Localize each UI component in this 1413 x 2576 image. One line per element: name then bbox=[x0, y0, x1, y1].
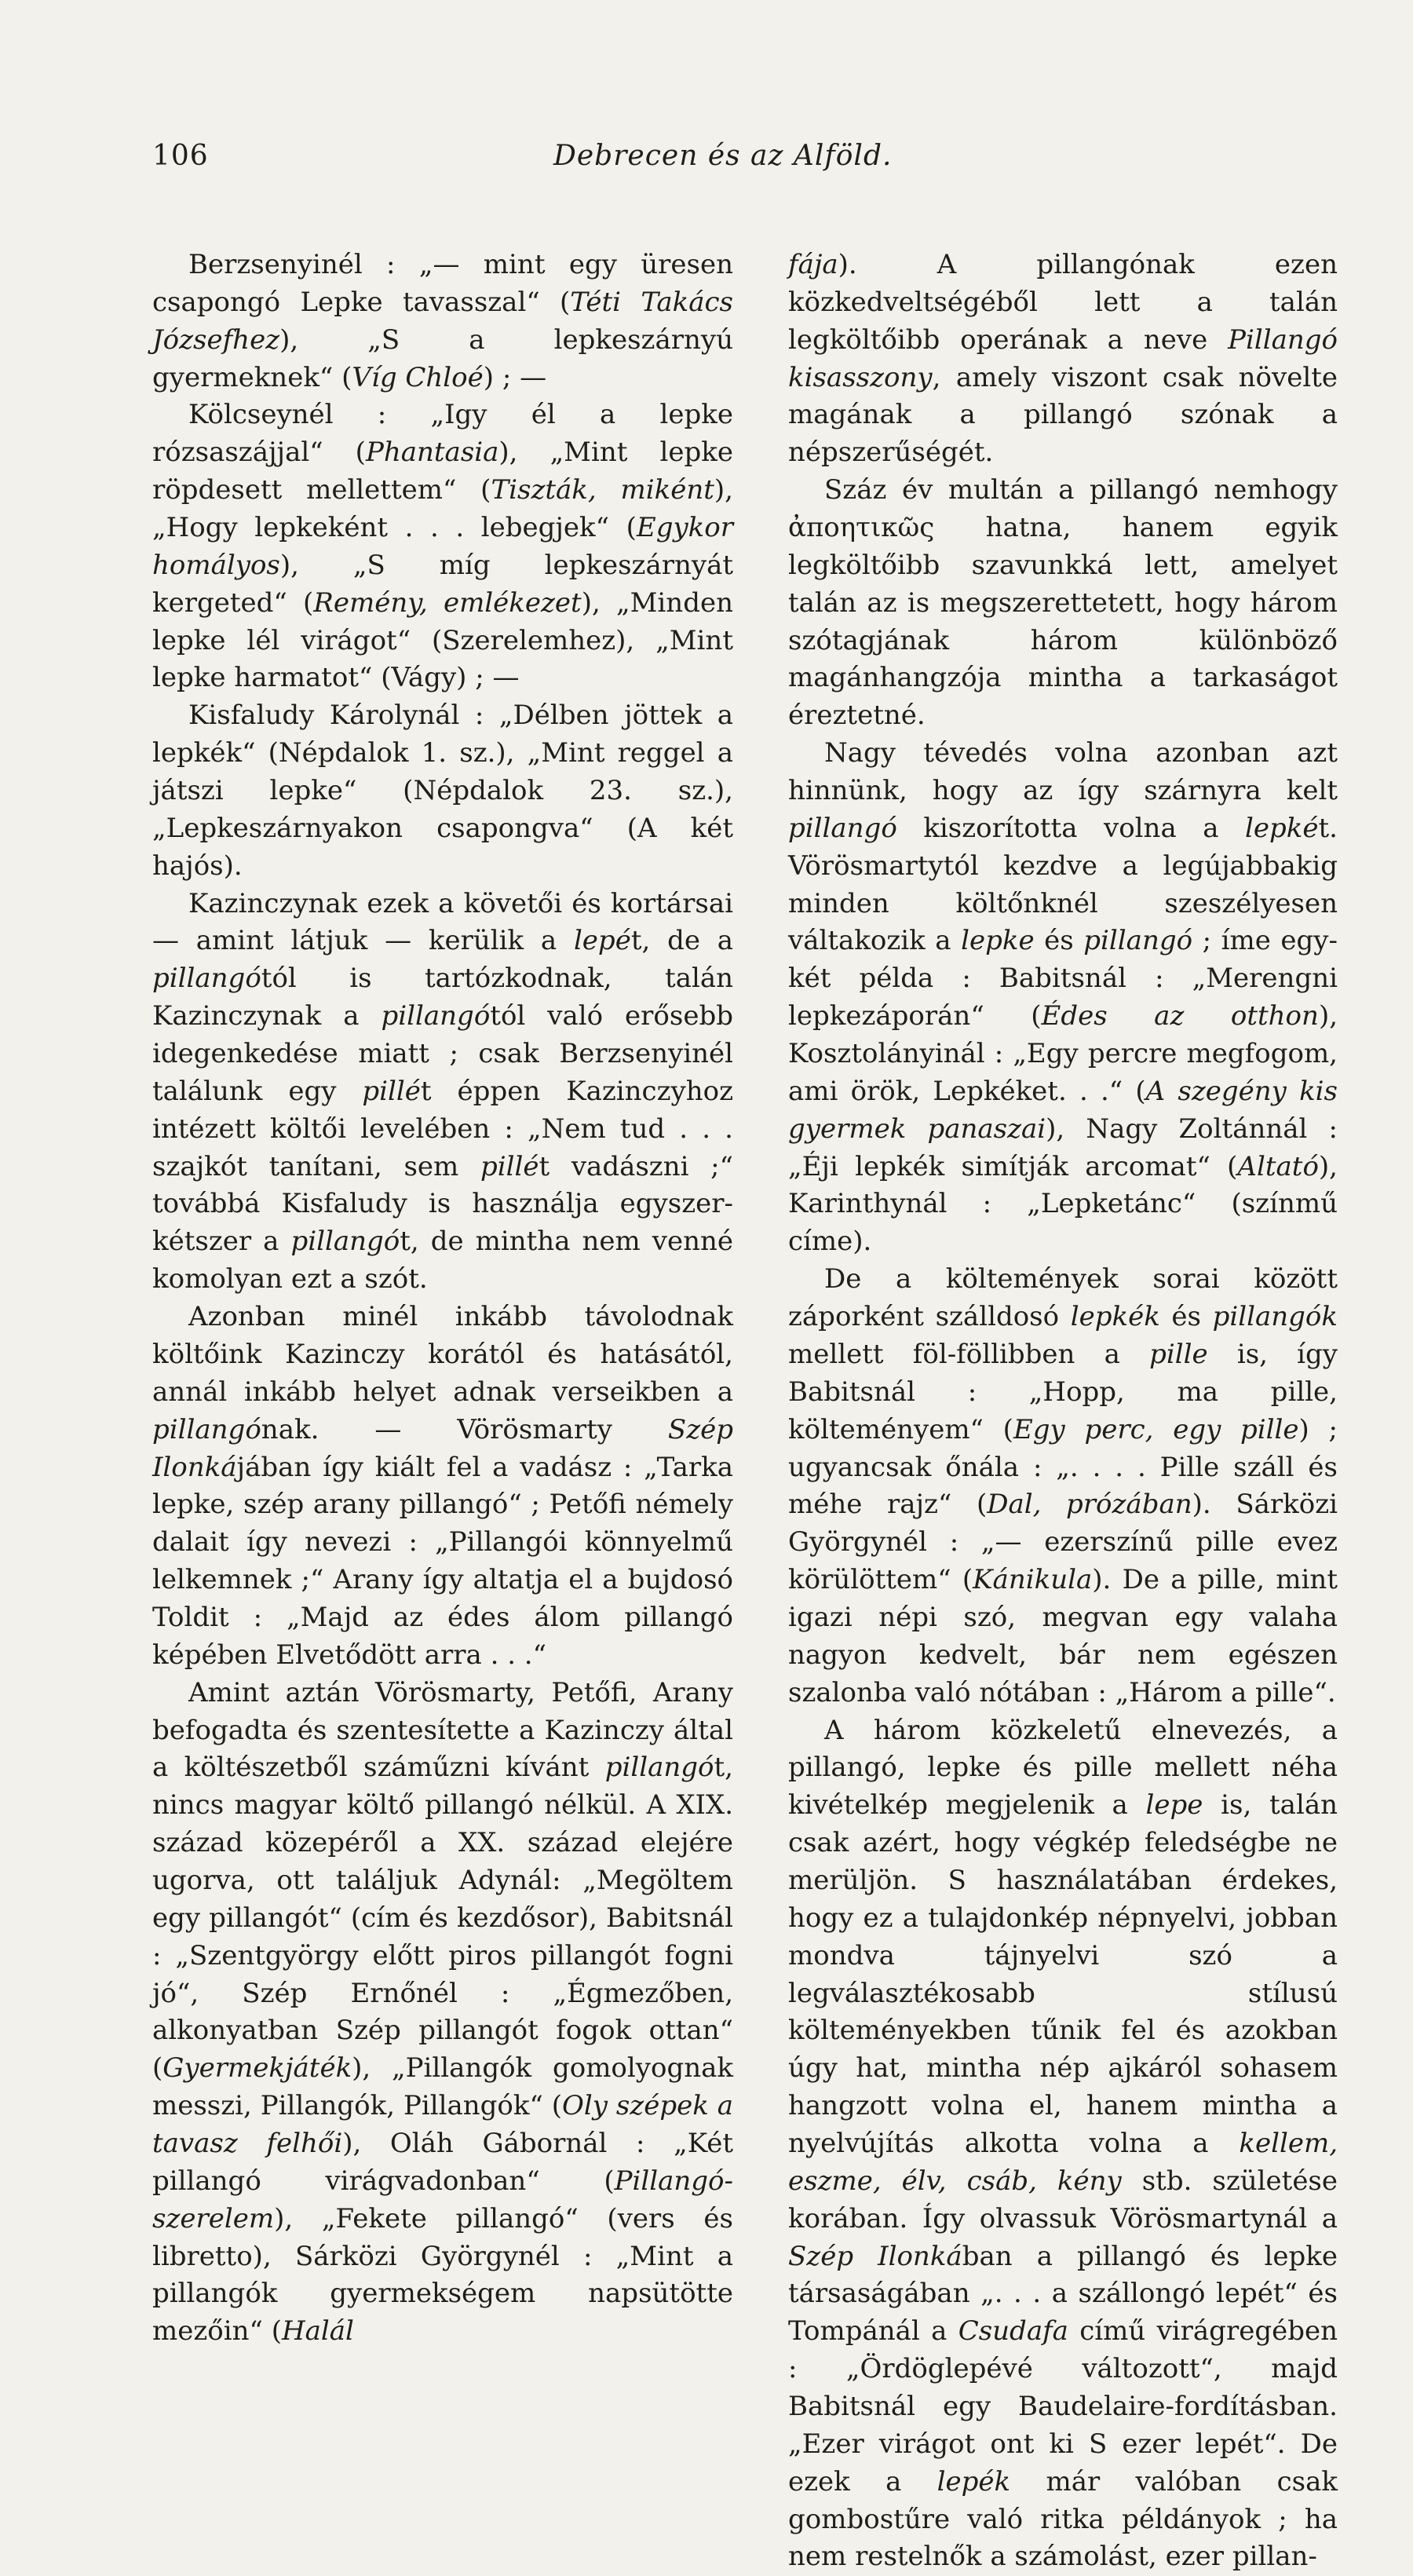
paragraph: Kisfaludy Károlynál : „Délben jöttek a lepkék“ (Népdalok 1. sz.), „Mint reggel a játszi lepke“ (Népdalok 23. sz.), „Lepkeszárnyakon csapongva“ (A két hajós). bbox=[152, 700, 733, 882]
page-number: 106 bbox=[152, 140, 209, 172]
paragraph: Nagy tévedés volna azonban azt hinnünk, hogy az így szárnyra kelt pillangó kiszorította volna a lepkét. Vörösmartytól kezdve a legújabbakig minden költőnknél szeszélyesen váltakozik a lepke és pillangó ; íme egy-két példa : Babitsnál : „Merengni lepkezáporán“ (Édes az otthon), Kosztolányinál : „Egy percre megfogom, ami örök, Lepkéket. . .“ (A szegény kis gyermek panaszai), Nagy Zoltánnál : „Éji lepkék simítják arcomat“ (Altató), Karinthynál : „Lepketánc“ (színmű címe). bbox=[788, 737, 1338, 1258]
right-column bbox=[788, 247, 1338, 2576]
paragraph: A három közkeletű elnevezés, a pillangó, lepke és pille mellett néha kivételkép megjelenik a lepe is, talán csak azért, hogy végkép feledségbe ne merüljön. S használatában érdekes, hogy ez a tulajdonkép népnyelvi, jobban mondva tájnyelvi szó a legválasztékosabb stílusú költeményekben tűnik fel és azokban úgy hat, mintha nép ajkáról sohasem hangzott volna el, hanem mintha a nyelvújítás alkotta volna a kellem, eszme, élv, csáb, kény stb. születése korában. Így olvassuk Vörösmartynál a Szép Ilonkában a pillangó és lepke társaságában „. . . a szállongó lepét“ és Tompánál a Csudafa című virágregében : „Ördöglepévé változott“, majd Babitsnál egy Baudelaire-fordításban. „Ezer virágot ont ki S ezer lepét“. De ezek a lepék már valóban csak gombostűre való ritka példányok ; ha nem restelnők a számolást, ezer pillan- bbox=[788, 1714, 1338, 2573]
left-column bbox=[152, 247, 733, 2351]
paragraph: De a költemények sorai között záporként szálldosó lepkék és pillangók mellett föl-föllibben a pille is, így Babitsnál : „Hopp, ma pille, költeményem“ (Egy perc, egy pille) ; ugyancsak őnála : „. . . . Pille száll és méhe rajz“ (Dal, prózában). Sárközi Györgynél : „— ezerszínű pille evez körülöttem“ (Kánikula). De a pille, mint igazi népi szó, megvan egy valaha nagyon kedvelt, bár nem egészen szalonba való nótában : „Három a pille“. bbox=[788, 1263, 1338, 1708]
paragraph: Berzsenyinél : „— mint egy üresen csapongó Lepke tavasszal“ (Téti Takács Józsefhez), „S a lepkeszárnyú gyermeknek“ (Víg Chloé) ; — bbox=[152, 249, 733, 393]
running-title: Debrecen és az Alföld. bbox=[553, 140, 893, 172]
paragraph: fája). A pillangónak ezen közkedveltségéből lett a talán legköltőibb operának a neve Pillangó kisasszony, amely viszont csak növelte magának a pillangó szónak a népszerűségét. bbox=[788, 249, 1338, 469]
paragraph: Azonban minél inkább távolodnak költőink Kazinczy korától és hatásától, annál inkább helyet adnak verseikben a pillangónak. — Vörösmarty Szép Ilonkájában így kiált fel a vadász : „Tarka lepke, szép arany pillangó“ ; Petőfi némely dalait így nevezi : „Pillangói könnyelmű lelkemnek ;“ Arany így altatja el a bujdosó Toldit : „Majd az édes álom pillangó képében Elvetődött arra . . .“ bbox=[152, 1301, 733, 1671]
paragraph: Amint aztán Vörösmarty, Petőfi, Arany befogadta és szentesítette a Kazinczy által a költészetből száműzni kívánt pillangót, nincs magyar költő pillangó nélkül. A XIX. század közepéről a XX. század elejére ugorva, ott találjuk Adynál: „Megöltem egy pillangót“ (cím és kezdősor), Babitsnál : „Szentgyörgy előtt piros pillangót fogni jó“, Szép Ernőnél : „Égmezőben, alkonyatban Szép pillangót fogok ottan“ (Gyermekjáték), „Pillangók gomolyognak messzi, Pillangók, Pillangók“ (Oly szépek a tavasz felhői), Oláh Gábornál : „Két pillangó virágvadonban“ (Pillangó-szerelem), „Fekete pillangó“ (vers és libretto), Sárközi Györgynél : „Mint a pillangók gyermekségem napsütötte mezőin“ (Halál bbox=[152, 1676, 733, 2348]
paragraph: Kazinczynak ezek a követői és kortársai — amint látjuk — kerülik a lepét, de a pillangótól is tartózkodnak, talán Kazinczynak a pillangótól való erősebb idegenkedése miatt ; csak Berzsenyinél találunk egy pillét éppen Kazinczyhoz intézett költői levelében : „Nem tud . . . szajkót tanítani, sem pillét vadászni ;“ továbbá Kisfaludy is használja egyszer-kétszer a pillangót, de mintha nem venné komolyan ezt a szót. bbox=[152, 887, 734, 1295]
paragraph: Száz év multán a pillangó nemhogy ἀποητικῶς hatna, hanem egyik legköltőibb szavunkká lett, amelyet talán az is megszerettetett, hogy három szótagjának három különböző magánhangzója mintha a tarkaságot éreztetné. bbox=[788, 474, 1338, 732]
paragraph: Kölcseynél : „Igy él a lepke rózsaszájjal“ (Phantasia), „Mint lepke röpdesett mellettem“ (Tiszták, miként), „Hogy lepkeként . . . lebegjek“ (Egykor homályos), „S míg lepkeszárnyát kergeted“ (Remény, emlékezet), „Minden lepke lél virágot“ (Szerelemhez), „Mint lepke harmatot“ (Vágy) ; — bbox=[152, 399, 733, 694]
